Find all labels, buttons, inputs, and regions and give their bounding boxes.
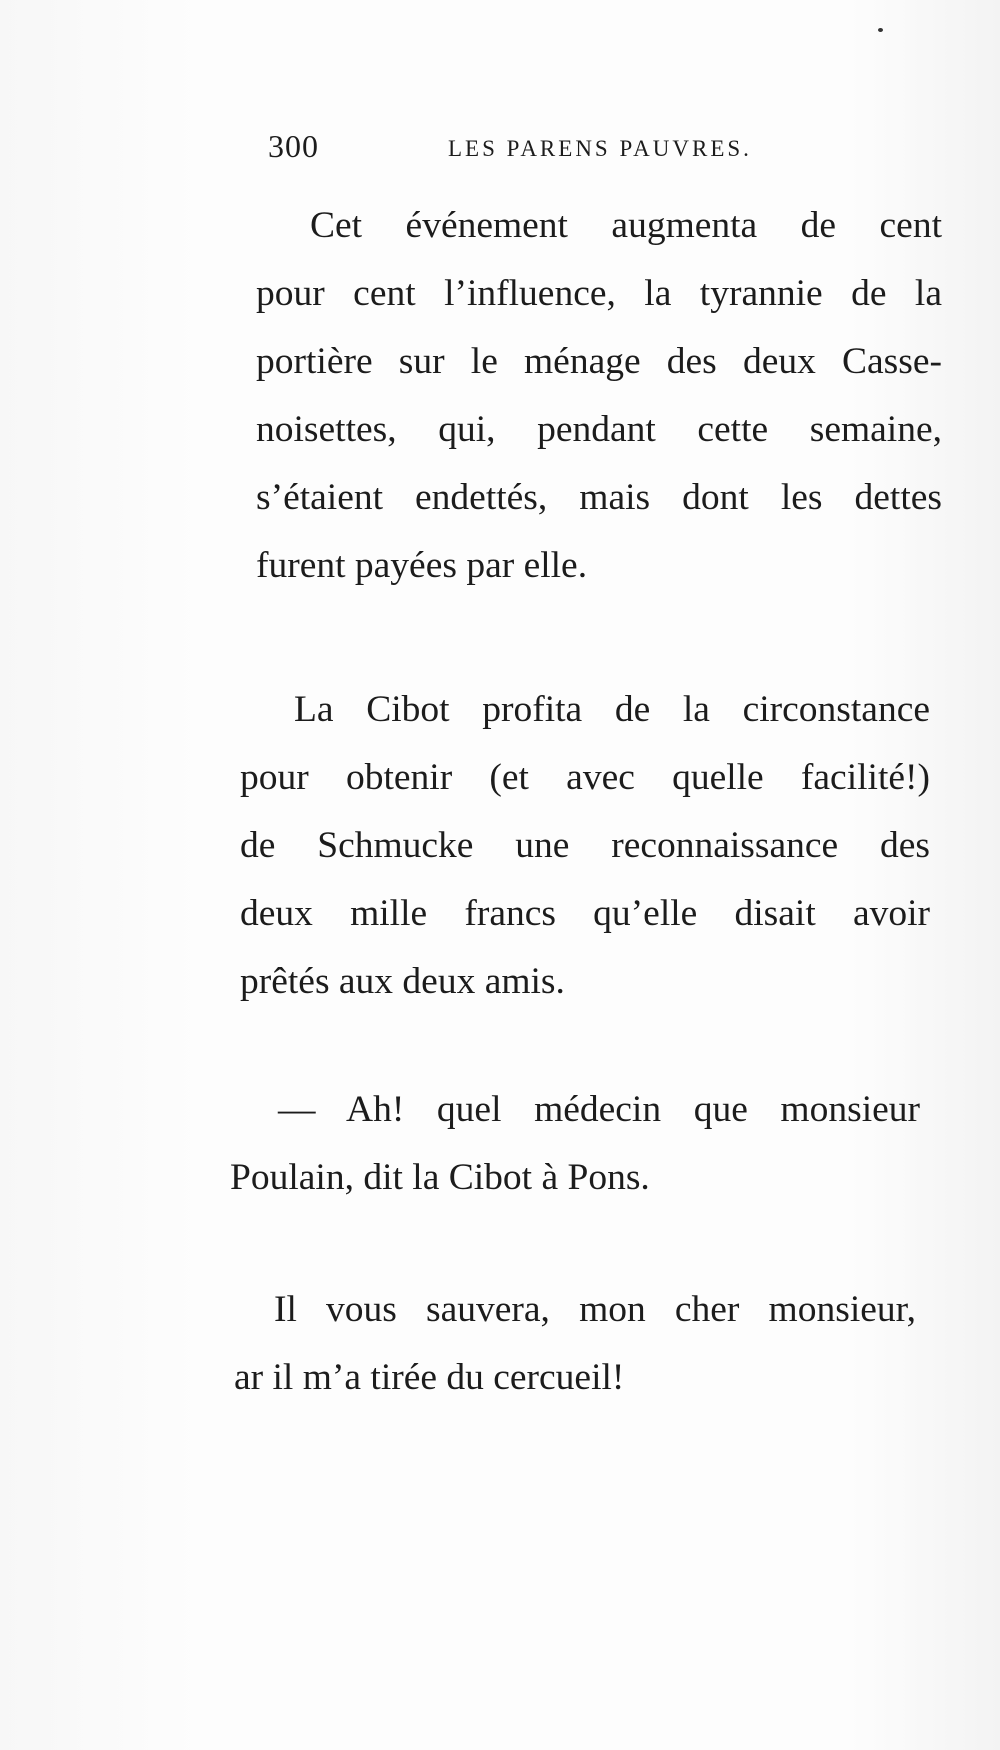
paragraph-3 [230,1076,920,1212]
page-number: 300 [268,128,319,164]
ink-speck [878,28,883,32]
paragraph-1 [256,192,942,600]
text-line: deux mille francs qu’elle disait avoir [240,893,930,934]
text-line: noisettes, qui, pendant cette semaine, [256,409,942,450]
text-line: de Schmucke une reconnaissance des [240,825,930,866]
paragraph-2 [240,676,930,1016]
text-line: portière sur le ménage des deux Casse- [256,341,942,382]
text-line: pour cent l’influence, la tyrannie de la [256,273,942,314]
text-line: Cet événement augmenta de cent [310,205,942,246]
page-header [268,128,788,168]
text-line: prêtés aux deux amis. [240,961,565,1002]
text-line: La Cibot profita de la circonstance [294,689,930,730]
text-line: s’étaient endettés, mais dont les dettes [256,477,942,518]
running-title: LES PARENS PAUVRES. [448,136,752,161]
text-line: furent payées par elle. [256,545,588,586]
text-line: pour obtenir (et avec quelle facilité!) [240,757,930,798]
text-line: ar il m’a tirée du cercueil! [234,1357,625,1398]
text-line: — Ah! quel médecin que monsieur [278,1089,920,1130]
paragraph-4 [234,1276,916,1412]
text-line: Il vous sauvera, mon cher monsieur, [274,1289,916,1330]
text-line: Poulain, dit la Cibot à Pons. [230,1157,650,1198]
